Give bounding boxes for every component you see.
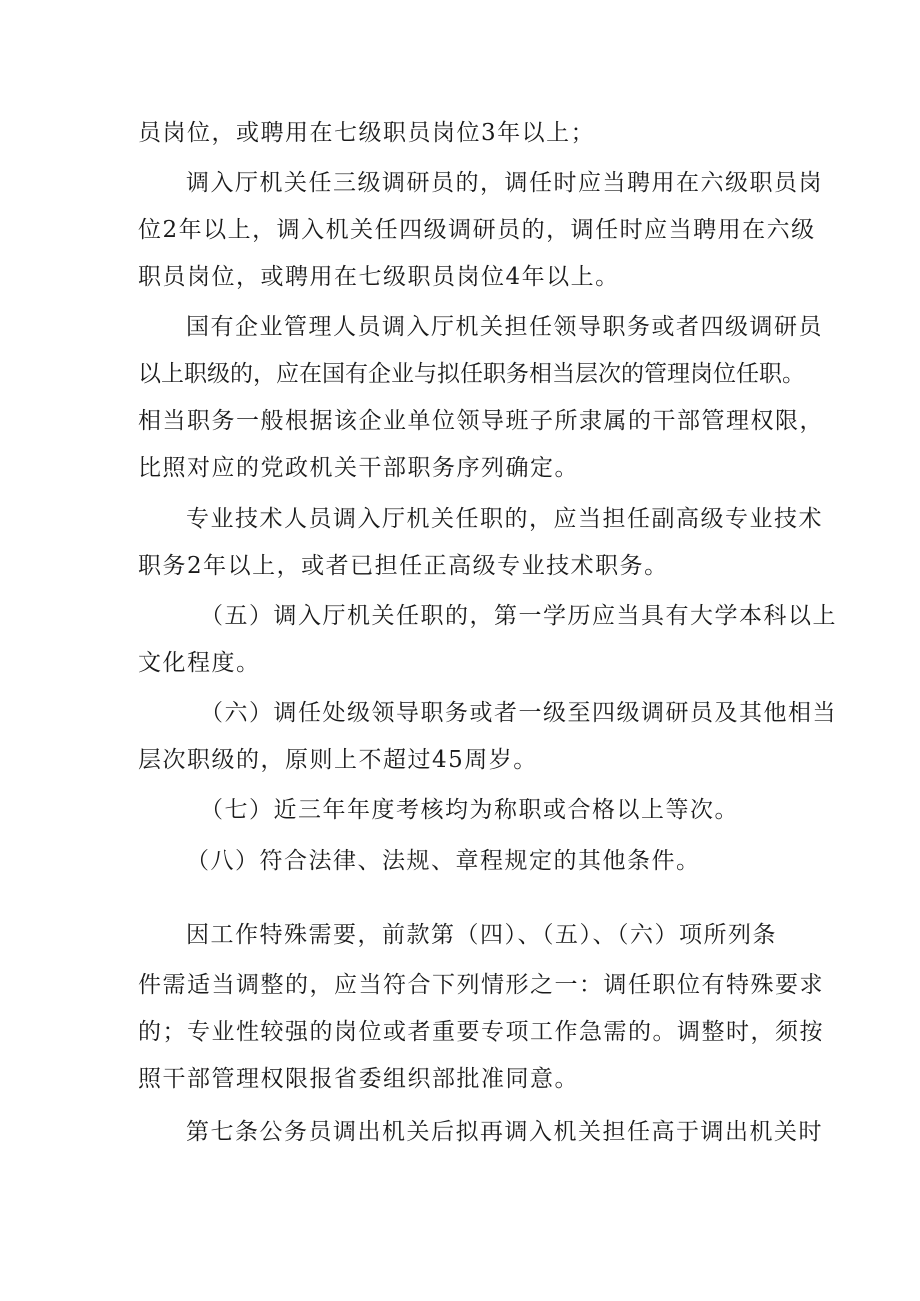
text-line: （五）调入厅机关任职的，第一学历应当具有大学本科以上 [200, 603, 837, 629]
text-line: 照干部管理权限报省委组织部批准同意。 [138, 1066, 579, 1092]
text-line: 以上职级的，应在国有企业与拟任职务相当层次的管理岗位任职。 [138, 361, 805, 387]
text-line: （八）符合法律、法规、章程规定的其他条件。 [186, 848, 701, 874]
text-line: 调入厅机关任三级调研员的，调任时应当聘用在六级职员岗 [186, 170, 823, 196]
text-line: 专业技术人员调入厅机关任职的，应当担任副高级专业技术 [186, 506, 823, 532]
text-line: （六）调任处级领导职务或者一级至四级调研员及其他相当 [200, 700, 837, 726]
text-line: 位2年以上，调入机关任四级调研员的，调任时应当聘用在六级 [138, 217, 816, 243]
text-line: 件需适当调整的，应当符合下列情形之一：调任职位有特殊要求 [138, 972, 824, 998]
text-line: 比照对应的党政机关干部职务序列确定。 [138, 455, 579, 481]
text-line: 相当职务一般根据该企业单位领导班子所隶属的干部管理权限， [138, 408, 824, 434]
text-line: 第七条公务员调出机关后拟再调入机关担任高于调出机关时 [186, 1119, 823, 1145]
text-line: 层次职级的，原则上不超过45周岁。 [138, 747, 538, 773]
text-line: 的；专业性较强的岗位或者重要专项工作急需的。调整时，须按 [138, 1019, 824, 1045]
text-line: 因工作特殊需要，前款第（四）、（五）、（六）项所列条 [186, 922, 777, 948]
text-line: 职务2年以上，或者已担任正高级专业技术职务。 [138, 553, 669, 579]
text-line: 职员岗位，或聘用在七级职员岗位4年以上。 [138, 264, 620, 290]
text-line: （七）近三年年度考核均为称职或合格以上等次。 [200, 797, 739, 823]
text-line: 国有企业管理人员调入厅机关担任领导职务或者四级调研员 [186, 314, 823, 340]
text-line: 员岗位，或聘用在七级职员岗位3年以上； [138, 120, 596, 146]
text-line: 文化程度。 [138, 650, 261, 676]
